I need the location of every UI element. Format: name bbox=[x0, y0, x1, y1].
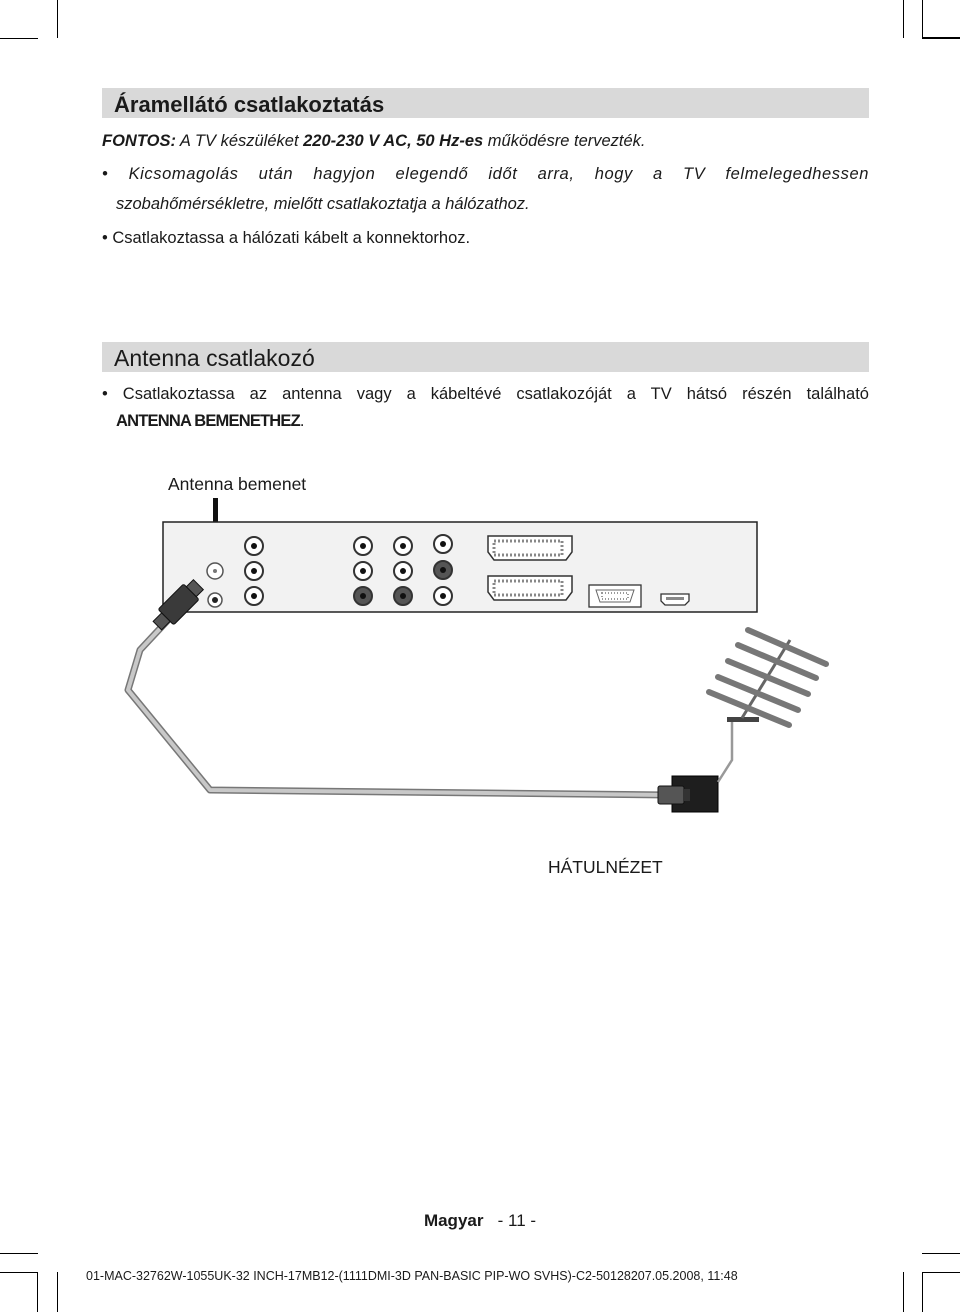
power-section-title: Áramellátó csatlakoztatás bbox=[114, 92, 385, 117]
crop-mark bbox=[922, 38, 960, 39]
bullet-warmup-line-2: szobahőmérsékletre, mielőtt csatlakoztatja a hálózathoz. bbox=[116, 195, 530, 213]
antenna-mast bbox=[718, 717, 759, 782]
antenna-cable bbox=[128, 620, 668, 795]
footer-language: Magyar bbox=[423, 1211, 484, 1230]
bullet-warmup-line-1: • Kicsomagolás után hagyjon elegendő időt arra, hogy a TV felmelegedhessen bbox=[102, 165, 870, 183]
crop-mark bbox=[903, 0, 904, 38]
hdmi-connector bbox=[661, 594, 689, 605]
antenna-section-title: Antenna csatlakozó bbox=[114, 345, 315, 371]
crop-mark bbox=[922, 1253, 960, 1254]
antenna-input-socket bbox=[207, 563, 223, 579]
rca-socket-group bbox=[354, 537, 372, 605]
crop-mark bbox=[57, 0, 58, 38]
crop-mark bbox=[903, 1272, 904, 1312]
important-note: FONTOS: A TV készüléket 220-230 V AC, 50 Hz-es működésre tervezték. bbox=[102, 132, 646, 150]
page-footer bbox=[0, 1211, 960, 1231]
outdoor-antenna-icon bbox=[709, 630, 826, 725]
rear-view-label: HÁTULNÉZET bbox=[548, 857, 663, 877]
antenna-bullet-line-1: • Csatlakoztassa az antenna vagy a kábeltévé csatlakozóját a TV hátsó részén található bbox=[102, 385, 869, 403]
scart-connector-2 bbox=[488, 576, 572, 600]
crop-mark bbox=[57, 1272, 58, 1312]
vga-connector bbox=[589, 585, 641, 607]
crop-mark bbox=[922, 1272, 960, 1312]
antenna-connection-diagram bbox=[0, 440, 960, 850]
antenna-wall-socket bbox=[658, 776, 718, 812]
bullet-mains-cable: • Csatlakoztassa a hálózati kábelt a konnektorhoz. bbox=[102, 229, 471, 247]
important-label: FONTOS: bbox=[102, 132, 176, 150]
rca-socket-group bbox=[434, 535, 452, 605]
footer-page-number: - 11 - bbox=[497, 1211, 537, 1230]
antenna-bullet-line-2: ANTENNA BEMENETHEZ. bbox=[116, 412, 304, 430]
crop-mark bbox=[0, 1253, 38, 1254]
antenna-input-label: Antenna bemenet bbox=[168, 474, 307, 494]
rca-socket-group bbox=[245, 537, 263, 605]
small-jack-socket bbox=[208, 593, 222, 607]
rca-socket-group bbox=[394, 537, 412, 605]
footer-file-info: 01-MAC-32762W-1055UK-32 INCH-17MB12-(1111DMI-3D PAN-BASIC PIP-WO SVHS)-C2-50128207.05.2008, 11:48 bbox=[86, 1269, 738, 1283]
crop-mark bbox=[922, 0, 960, 38]
crop-mark bbox=[0, 38, 38, 39]
scart-connector-1 bbox=[488, 536, 572, 560]
crop-mark bbox=[0, 1272, 38, 1312]
